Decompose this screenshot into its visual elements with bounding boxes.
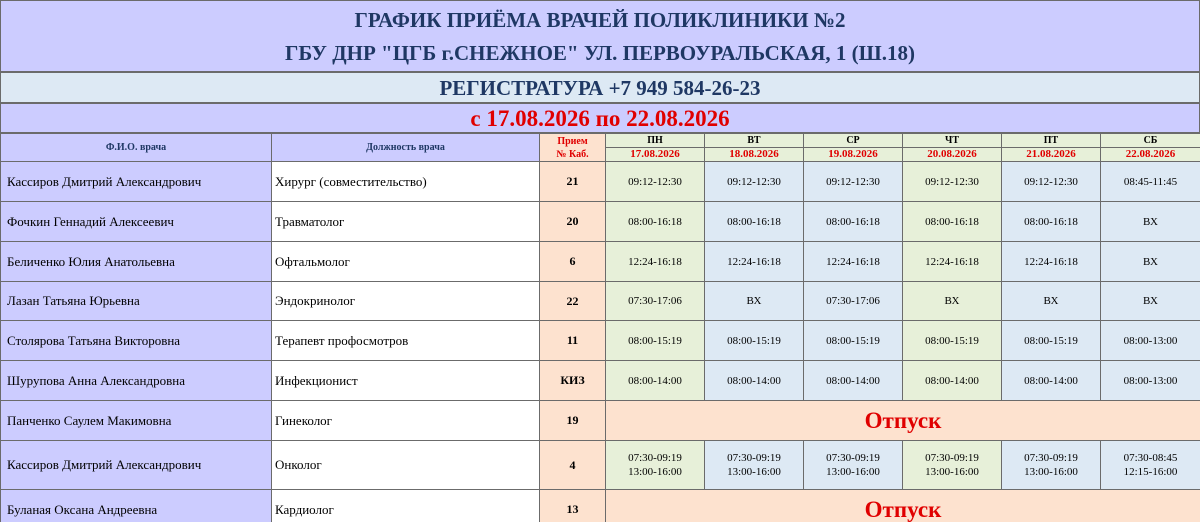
time-range: 12:24-16:18 [826, 255, 880, 268]
table-row [1, 321, 1200, 361]
schedule-cell [1101, 321, 1200, 361]
day-header-wed: СР [804, 134, 903, 148]
cabinet-number: 11 [540, 321, 606, 361]
day-header-mon: ПН [606, 134, 705, 148]
time-range: 07:30-09:19 [925, 452, 979, 464]
table-head [1, 134, 1200, 162]
doctor-position: Хирург (совместительство) [272, 162, 540, 202]
time-range: 13:00-16:00 [925, 466, 979, 478]
time-range: 08:00-16:18 [826, 215, 880, 228]
time-range: 13:00-16:00 [826, 466, 880, 478]
doctor-position: Инфекционист [272, 361, 540, 401]
schedule-period: с 17.08.2026 по 22.08.2026 [0, 103, 1200, 133]
doctor-name: Шурупова Анна Александровна [1, 361, 272, 401]
time-range: 12:24-16:18 [1024, 255, 1078, 268]
cabinet-number: 20 [540, 202, 606, 242]
doctor-position: Кардиолог [272, 490, 540, 522]
schedule-cell [606, 361, 705, 401]
day-header-fri: ПТ [1002, 134, 1101, 148]
time-range: 07:30-09:19 [628, 452, 682, 464]
cabinet-number: 21 [540, 162, 606, 202]
time-range: 07:30-08:45 [1123, 452, 1178, 464]
date-header-mon: 17.08.2026 [606, 148, 705, 162]
schedule-cell [804, 321, 903, 361]
schedule-cell [1002, 321, 1101, 361]
time-range: 08:00-13:00 [1123, 374, 1178, 387]
cabinet-number: 13 [540, 490, 606, 522]
table-row [1, 361, 1200, 401]
time-range: 13:00-16:00 [1024, 466, 1078, 478]
doctor-name: Беличенко Юлия Анатольевна [1, 242, 272, 282]
time-range: 08:00-14:00 [1024, 374, 1078, 387]
cabinet-number: 19 [540, 401, 606, 441]
date-header-thu: 20.08.2026 [903, 148, 1002, 162]
time-range: 08:00-16:18 [925, 215, 979, 228]
schedule-cell [705, 282, 804, 321]
schedule-cell [705, 321, 804, 361]
day-header-tue: ВТ [705, 134, 804, 148]
cabinet-number: КИЗ [540, 361, 606, 401]
table-body [1, 162, 1200, 522]
table-row [1, 242, 1200, 282]
time-range: 08:45-11:45 [1123, 175, 1178, 188]
schedule-cell [1002, 162, 1101, 202]
doctor-position: Онколог [272, 441, 540, 490]
time-range: 12:24-16:18 [925, 255, 979, 268]
schedule-cell [606, 162, 705, 202]
time-range: ВХ [1043, 295, 1059, 307]
time-range: 07:30-17:06 [628, 295, 682, 307]
schedule-cell [903, 162, 1002, 202]
schedule-cell [705, 441, 804, 490]
cabinet-number: 4 [540, 441, 606, 490]
vacation-label: Отпуск [606, 401, 1200, 441]
schedule-cell [606, 321, 705, 361]
table-row [1, 490, 1200, 522]
time-range: ВХ [1142, 255, 1158, 268]
schedule-cell [606, 202, 705, 242]
time-range: 08:00-15:19 [1024, 334, 1078, 347]
schedule-cell [903, 282, 1002, 321]
table-row [1, 441, 1200, 490]
time-range: 08:00-15:19 [826, 334, 880, 347]
schedule-cell [705, 162, 804, 202]
table-row [1, 401, 1200, 441]
time-range: 09:12-12:30 [826, 175, 880, 188]
time-range: 09:12-12:30 [1024, 175, 1078, 188]
schedule-cell [804, 242, 903, 282]
schedule-cell [1002, 242, 1101, 282]
date-header-tue: 18.08.2026 [705, 148, 804, 162]
schedule-cell [804, 441, 903, 490]
time-range: 08:00-13:00 [1123, 334, 1178, 347]
time-range: 07:30-09:19 [826, 452, 880, 464]
column-header-cabinet [540, 134, 606, 162]
cabinet-number: 22 [540, 282, 606, 321]
schedule-cell [903, 321, 1002, 361]
schedule-cell [804, 361, 903, 401]
time-range: 08:00-15:19 [925, 334, 979, 347]
time-range: 12:24-16:18 [727, 255, 781, 268]
doctor-name: Панченко Саулем Макимовна [1, 401, 272, 441]
schedule-title [0, 0, 1200, 72]
time-range: 08:00-14:00 [628, 374, 682, 387]
schedule-cell [903, 242, 1002, 282]
time-range: 13:00-16:00 [727, 466, 781, 478]
schedule-cell [705, 361, 804, 401]
schedule-cell [1101, 202, 1200, 242]
registry-phone: РЕГИСТРАТУРА +7 949 584-26-23 [0, 72, 1200, 103]
doctor-position: Гинеколог [272, 401, 540, 441]
time-range: 08:00-15:19 [727, 334, 781, 347]
date-header-wed: 19.08.2026 [804, 148, 903, 162]
schedule-cell [1101, 361, 1200, 401]
doctor-position: Офтальмолог [272, 242, 540, 282]
schedule-cell [1101, 162, 1200, 202]
table-row [1, 202, 1200, 242]
day-header-sat: СБ [1101, 134, 1200, 148]
time-range: ВХ [944, 295, 960, 307]
schedule-cell [606, 282, 705, 321]
schedule-cell [606, 441, 705, 490]
time-range: 08:00-14:00 [727, 374, 781, 387]
doctor-name: Кассиров Дмитрий Александрович [1, 162, 272, 202]
time-range: 07:30-09:19 [1024, 452, 1078, 464]
doctor-position: Травматолог [272, 202, 540, 242]
doctor-name: Буланая Оксана Андреевна [1, 490, 272, 522]
schedule-cell [1101, 282, 1200, 321]
doctor-name: Лазан Татьяна Юрьевна [1, 282, 272, 321]
time-range: 08:00-16:18 [628, 215, 682, 228]
time-range: 09:12-12:30 [628, 175, 682, 188]
day-header-thu: ЧТ [903, 134, 1002, 148]
title-line-2: ГБУ ДНР "ЦГБ г.СНЕЖНОЕ" УЛ. ПЕРВОУРАЛЬСКАЯ, 1 (Ш.18) [285, 41, 915, 65]
time-range: 08:00-16:18 [727, 215, 781, 228]
time-range: 09:12-12:30 [727, 175, 781, 188]
vacation-label: Отпуск [606, 490, 1200, 522]
schedule-cell [804, 202, 903, 242]
doctor-position: Эндокринолог [272, 282, 540, 321]
time-range: ВХ [1142, 295, 1158, 307]
schedule-table [0, 133, 1200, 522]
schedule-cell [903, 202, 1002, 242]
schedule-cell [1101, 242, 1200, 282]
time-range: 08:00-15:19 [628, 334, 682, 347]
time-range: 08:00-14:00 [826, 374, 880, 387]
header-row-days [1, 134, 1200, 148]
time-range: 07:30-09:19 [727, 452, 781, 464]
schedule-cell [1002, 282, 1101, 321]
cabinet-header-line-2: № Каб. [556, 148, 589, 160]
schedule-cell [1101, 441, 1200, 490]
schedule-cell [606, 242, 705, 282]
table-row [1, 282, 1200, 321]
time-range: ВХ [746, 295, 762, 307]
schedule-cell [1002, 202, 1101, 242]
doctor-name: Фочкин Геннадий Алексеевич [1, 202, 272, 242]
schedule-cell [1002, 361, 1101, 401]
schedule-cell [903, 361, 1002, 401]
doctor-position: Терапевт профосмотров [272, 321, 540, 361]
table-row [1, 162, 1200, 202]
doctor-name: Столярова Татьяна Викторовна [1, 321, 272, 361]
time-range: 08:00-14:00 [925, 374, 979, 387]
schedule-cell [903, 441, 1002, 490]
date-header-fri: 21.08.2026 [1002, 148, 1101, 162]
cabinet-header-line-1: Прием [557, 135, 588, 147]
date-header-sat: 22.08.2026 [1101, 148, 1200, 162]
time-range: 13:00-16:00 [628, 466, 682, 478]
cabinet-number: 6 [540, 242, 606, 282]
column-header-position: Должность врача [272, 134, 540, 162]
time-range: ВХ [1142, 215, 1158, 228]
doctor-name: Кассиров Дмитрий Александрович [1, 441, 272, 490]
title-line-1: ГРАФИК ПРИЁМА ВРАЧЕЙ ПОЛИКЛИНИКИ №2 [354, 8, 846, 32]
time-range: 12:15-16:00 [1123, 466, 1178, 478]
time-range: 07:30-17:06 [826, 295, 880, 307]
schedule-cell [705, 242, 804, 282]
schedule-cell [804, 162, 903, 202]
schedule-cell [705, 202, 804, 242]
time-range: 08:00-16:18 [1024, 215, 1078, 228]
schedule-cell [804, 282, 903, 321]
column-header-name: Ф.И.О. врача [1, 134, 272, 162]
time-range: 12:24-16:18 [628, 255, 682, 268]
schedule-cell [1002, 441, 1101, 490]
time-range: 09:12-12:30 [925, 175, 979, 188]
